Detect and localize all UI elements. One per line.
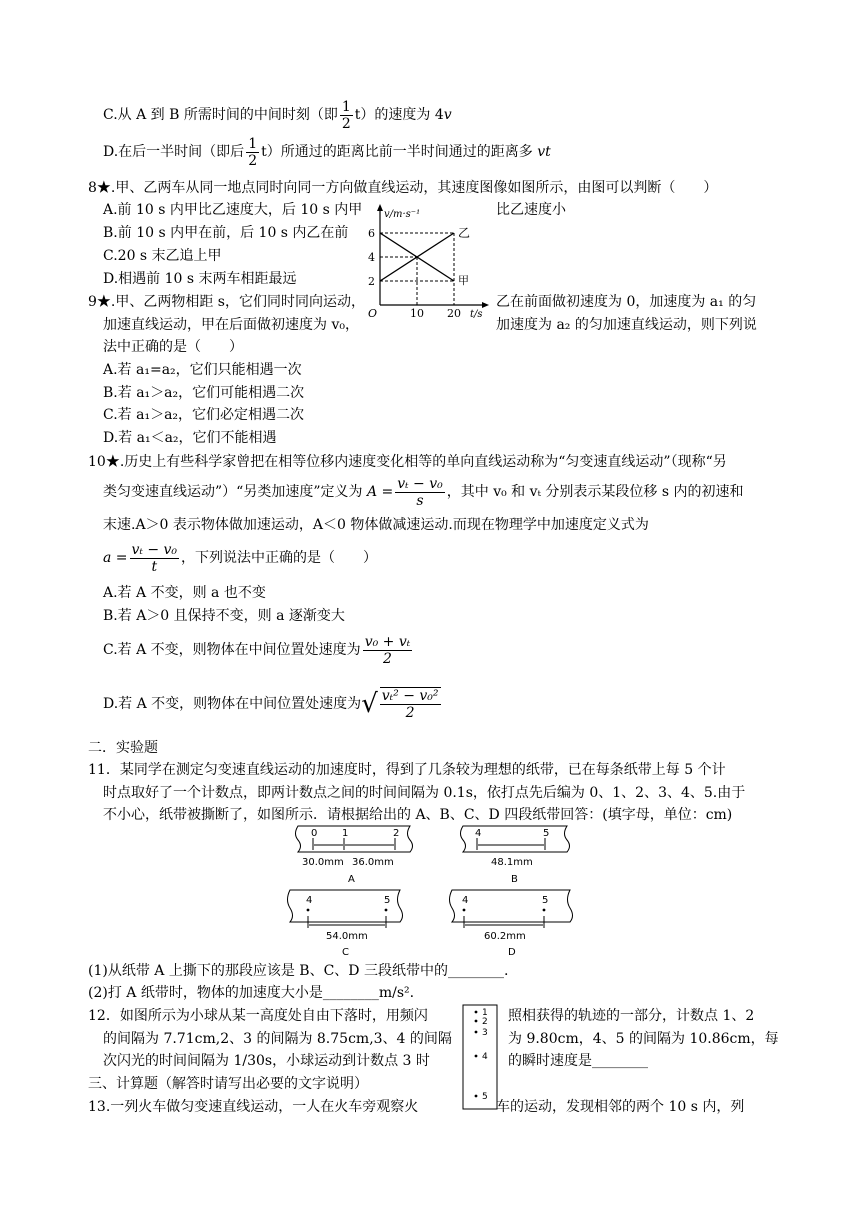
q9-line1-left: 9★.甲、乙两物相距 s，它们同时同向运动， (88, 294, 365, 310)
fraction: $\frac{1}{2}$ (248, 135, 258, 169)
svg-text:D: D (508, 947, 516, 958)
svg-text:5: 5 (384, 895, 391, 906)
fraction: $\frac{\text{v₀ + vₜ}}{2}$ (364, 633, 411, 667)
q13-right: 车的运动，发现相邻的两个 10 s 内，列 (496, 1099, 745, 1115)
q12-line3-left: 次闪光的时间间隔为 1/30s，小球运动到计数点 3 时 (103, 1053, 430, 1069)
svg-text:2: 2 (482, 1017, 488, 1027)
q8-option-d: D.相遇前 10 s 末两车相距最远 (103, 271, 297, 287)
paper-tape-c (282, 888, 407, 958)
q9-line3: 法中正确的是（ ） (103, 339, 243, 355)
paper-tape-b (455, 824, 575, 886)
q10-option-a: A.若 A 不变，则 a 也不变 (103, 585, 266, 601)
q10-line3: 末速.A＞0 表示物体做加速运动，A＜0 物体做减速运动.而现在物理学中加速度定义式为 (103, 517, 649, 533)
q8-option-c: C.20 s 末乙追上甲 (103, 248, 222, 264)
svg-text:B: B (511, 874, 518, 885)
x-tick: 10 (410, 307, 424, 320)
svg-text:C: C (342, 947, 349, 958)
q11-line3: 不小心，纸带被撕断了，如图所示．请根据给出的 A、B、C、D 四段纸带回答：(填字母，单位：cm) (103, 807, 733, 823)
q13-left: 13.一列火车做匀变速直线运动，一人在火车旁观察火 (88, 1099, 419, 1115)
svg-text:54.0mm: 54.0mm (326, 931, 368, 942)
q10-option-b: B.若 A＞0 且保持不变，则 a 逐渐变大 (103, 608, 345, 624)
q7-option-c: C.从 A 到 B 所需时间的中间时刻（即 $\frac{1}{2}$ t）的速度为 4v (103, 98, 452, 132)
svg-text:2: 2 (393, 828, 400, 839)
series-label-jia: 甲 (458, 274, 469, 287)
svg-text:4: 4 (482, 1052, 488, 1062)
svg-text:60.2mm: 60.2mm (484, 931, 526, 942)
paper-tape-d (446, 888, 576, 958)
x-axis-label: t/s (470, 309, 483, 320)
section-experiment-title: 二．实验题 (88, 740, 158, 756)
section-calculation-title: 三、计算题（解答时请写出必要的文字说明） (88, 1076, 368, 1092)
q7-option-d: D.在后一半时间（即后 $\frac{1}{2}$ t）所通过的距离比前一半时间通过的距离多 vt (103, 135, 551, 169)
svg-text:5: 5 (482, 1092, 488, 1102)
q12-line2-right: 为 9.80cm，4、5 的间隔为 10.86cm，每 (508, 1031, 779, 1047)
svg-text:3: 3 (482, 1028, 488, 1038)
svg-text:36.0mm: 36.0mm (352, 857, 394, 868)
q9-line2-left: 加速直线运动，甲在后面做初速度为 v₀， (103, 317, 359, 333)
q9-line1-right: 乙在前面做初速度为 0，加速度为 a₁ 的匀 (496, 294, 757, 310)
fraction: $\frac{1}{2}$ (341, 98, 351, 132)
svg-text:1: 1 (482, 1008, 488, 1018)
svg-text:1: 1 (342, 828, 349, 839)
svg-text:0: 0 (311, 828, 318, 839)
y-tick: 6 (368, 227, 375, 240)
q8-option-b: B.前 10 s 内甲在前，后 10 s 内乙在前 (103, 225, 349, 241)
svg-text:4: 4 (462, 895, 469, 906)
svg-text:48.1mm: 48.1mm (491, 857, 533, 868)
svg-text:30.0mm: 30.0mm (302, 857, 344, 868)
q9-line2-right: 加速度为 a₂ 的匀加速直线运动，则下列说 (496, 317, 757, 333)
q12-line3-right: 的瞬时速度是________ (508, 1053, 648, 1069)
q12-line1-left: 12．如图所示为小球从某一高度处自由下落时，用频闪 (88, 1008, 428, 1024)
svg-text:5: 5 (543, 828, 550, 839)
q11-line1: 11．某同学在测定匀变速直线运动的加速度时，得到了几条较为理想的纸带，已在每条纸带上每 5 个计 (88, 762, 726, 778)
q8-option-a-right: 比乙速度小 (496, 202, 566, 218)
q12-line1-right: 照相获得的轨迹的一部分，计数点 1、2 (508, 1008, 755, 1024)
origin-label: O (368, 307, 378, 320)
series-label-yi: 乙 (458, 226, 471, 240)
q12-line2-left: 的间隔为 7.71cm,2、3 的间隔为 8.75cm,3、4 的间隔 (103, 1031, 452, 1047)
q10-option-d: D.若 A 不变，则物体在中间位置处速度为√ $\frac{\text{vₜ² − v₀²}}{2}$ (103, 688, 439, 721)
fraction: $\frac{\text{vₜ − v₀}}{s}$ (397, 475, 443, 509)
q9-option-d: D.若 a₁＜a₂，它们不能相遇 (103, 430, 277, 446)
velocity-time-graph (360, 200, 495, 322)
q9-option-a: A.若 a₁=a₂，它们只能相遇一次 (103, 362, 302, 378)
svg-text:A: A (348, 874, 355, 885)
strobe-photo-strip (462, 1004, 498, 1110)
q11-line2: 时点取好了一个计数点，即两计数点之间的时间间隔为 0.1s，依打点先后编为 0、1、2、3、4、5.由于 (103, 785, 746, 801)
q9-option-c: C.若 a₁＞a₂，它们必定相遇二次 (103, 407, 305, 423)
paper-tape-a (292, 824, 417, 886)
svg-text:5: 5 (542, 895, 549, 906)
q11-part1: (1)从纸带 A 上撕下的那段应该是 B、C、D 三段纸带中的________. (88, 963, 509, 979)
y-axis-label: v/m·s⁻¹ (384, 209, 421, 220)
q10-option-c: C.若 A 不变，则物体在中间位置处速度为 $\frac{\text{v₀ + vₜ}}{2}$ (103, 633, 411, 667)
q8-option-a-left: A.前 10 s 内甲比乙速度大，后 10 s 内甲 (103, 202, 363, 218)
fraction: $\frac{\text{vₜ − v₀}}{t}$ (131, 541, 178, 575)
q11-part2: (2)打 A 纸带时，物体的加速度大小是________m/s². (88, 985, 415, 1001)
svg-text:4: 4 (475, 828, 482, 839)
svg-text:4: 4 (306, 895, 313, 906)
q9-option-b: B.若 a₁＞a₂，它们可能相遇二次 (103, 385, 305, 401)
q8-stem: 8★.甲、乙两车从同一地点同时向同一方向做直线运动，其速度图像如图所示，由图可以判断（ ） (88, 180, 718, 196)
y-tick: 4 (368, 251, 375, 264)
q10-line1: 10★.历史上有些科学家曾把在相等位移内速度变化相等的单向直线运动称为“匀变速直线运动”（现称“另 (88, 454, 727, 470)
q10-line4: a = $\frac{\text{vₜ − v₀}}{t}$ ，下列说法中正确的是（ ） (103, 541, 378, 575)
y-tick: 2 (368, 275, 375, 288)
q10-line2: 类匀变速直线运动”）“另类加速度”定义为 A = $\frac{\text{vₜ − v₀}}{s}$ ，其中 v₀ 和 vₜ 分别表示某段位移 s 内的初速和 (103, 475, 744, 509)
fraction: $\frac{\text{vₜ² − v₀²}}{2}$ (381, 688, 439, 721)
x-tick: 20 (447, 307, 461, 320)
